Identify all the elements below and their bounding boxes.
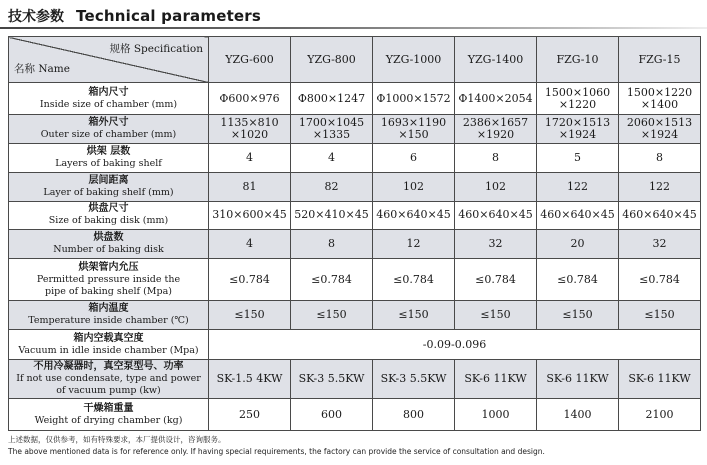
value-cell: Φ800×1247: [291, 83, 373, 115]
footnote-chinese: 上述数据，仅供参考，如有特殊要求，本厂提供设计，咨询服务。: [8, 435, 226, 444]
value-cell: SK-6 11KW: [537, 359, 619, 398]
value-cell: 32: [619, 230, 701, 259]
row-label-chinese: 烘架管内允压: [78, 261, 139, 273]
row-label-english: Number of baking disk: [53, 244, 164, 256]
value-cell: ≤150: [291, 301, 373, 330]
model-header: YZG-800: [291, 37, 373, 83]
value-cell: 250: [209, 399, 291, 431]
row-label-english: Outer size of chamber (mm): [40, 129, 177, 141]
section-heading: [8, 4, 261, 28]
value-cell: 1400: [537, 399, 619, 431]
model-header: YZG-600: [209, 37, 291, 83]
value-cell: 102: [455, 172, 537, 201]
table-row: [9, 399, 701, 431]
value-cell: Φ600×976: [209, 83, 291, 115]
value-cell: 2060×1513 ×1924: [619, 115, 701, 144]
value-cell: ≤150: [619, 301, 701, 330]
model-header: YZG-1000: [373, 37, 455, 83]
value-cell: SK-3 5.5KW: [373, 359, 455, 398]
heading-underline: [0, 27, 707, 29]
row-label-english: Layer of baking shelf (mm): [43, 186, 174, 198]
value-cell: ≤0.784: [619, 259, 701, 301]
row-label-english: Size of baking disk (mm): [48, 215, 169, 227]
value-cell: 122: [619, 172, 701, 201]
row-label-cell: [9, 172, 209, 201]
table-row: [9, 230, 701, 259]
row-label-english: Layers of baking shelf: [55, 157, 162, 169]
value-cell: ≤150: [373, 301, 455, 330]
value-cell: 1500×1220 ×1400: [619, 83, 701, 115]
value-cell: 1500×1060 ×1220: [537, 83, 619, 115]
value-cell: ≤0.784: [537, 259, 619, 301]
value-cell: SK-6 11KW: [619, 359, 701, 398]
value-cell: 310×600×45: [209, 201, 291, 230]
value-cell: 1135×810 ×1020: [209, 115, 291, 144]
value-cell: 6: [373, 143, 455, 172]
value-cell: 8: [619, 143, 701, 172]
value-cell: 1693×1190 ×150: [373, 115, 455, 144]
table-row: [9, 330, 701, 360]
value-cell: 1000: [455, 399, 537, 431]
table-row: [9, 359, 701, 398]
table-row: [9, 143, 701, 172]
value-cell: 8: [455, 143, 537, 172]
row-label-chinese: 不用冷凝器时，真空泵型号、功率: [33, 360, 184, 372]
value-cell: 2100: [619, 399, 701, 431]
row-label-cell: [9, 301, 209, 330]
value-cell: ≤0.784: [373, 259, 455, 301]
table-row: [9, 83, 701, 115]
row-label-cell: [9, 359, 209, 398]
row-label-english: Vacuum in idle inside chamber (Mpa): [18, 344, 199, 356]
value-cell: ≤150: [537, 301, 619, 330]
value-cell: ≤0.784: [291, 259, 373, 301]
row-label-chinese: 箱内空载真空度: [73, 332, 144, 344]
table-row: [9, 115, 701, 144]
value-cell: 600: [291, 399, 373, 431]
row-label-cell: [9, 330, 209, 360]
table-row: [9, 259, 701, 301]
value-cell: Φ1400×2054: [455, 83, 537, 115]
value-cell: 8: [291, 230, 373, 259]
row-label-english: Inside size of chamber (mm): [39, 98, 178, 110]
row-label-chinese: 层间距离: [88, 174, 129, 186]
model-header: FZG-15: [619, 37, 701, 83]
table-row: [9, 201, 701, 230]
row-label-chinese: 箱外尺寸: [88, 117, 129, 129]
value-cell: 32: [455, 230, 537, 259]
value-cell: 4: [209, 143, 291, 172]
value-cell: 12: [373, 230, 455, 259]
value-cell: SK-1.5 4KW: [209, 359, 291, 398]
value-cell: ≤0.784: [209, 259, 291, 301]
value-cell: SK-6 11KW: [455, 359, 537, 398]
specification-label: 规格 Specification: [109, 43, 203, 55]
technical-parameters-table: [8, 36, 701, 431]
value-cell: 4: [291, 143, 373, 172]
value-cell: 81: [209, 172, 291, 201]
value-cell: ≤150: [455, 301, 537, 330]
row-label-chinese: 烘盘尺寸: [88, 203, 129, 215]
row-label-cell: [9, 201, 209, 230]
value-cell: 800: [373, 399, 455, 431]
footnote-english: The above mentioned data is for reference only. If having special requirements, the factory can provide the service of consultation and design.: [8, 447, 545, 456]
value-cell: 460×640×45: [373, 201, 455, 230]
row-label-cell: [9, 399, 209, 431]
row-label-cell: [9, 230, 209, 259]
value-cell: 1720×1513 ×1924: [537, 115, 619, 144]
value-cell: 4: [209, 230, 291, 259]
value-cell: ≤150: [209, 301, 291, 330]
name-label: 名称 Name: [14, 63, 70, 76]
model-header: YZG-1400: [455, 37, 537, 83]
heading-english: Technical parameters: [76, 7, 262, 25]
row-label-english: Weight of drying chamber (kg): [34, 414, 183, 426]
row-label-english: If not use condensate, type and power of vacuum pump (kw): [16, 372, 201, 396]
value-cell: SK-3 5.5KW: [291, 359, 373, 398]
value-cell: 2386×1657 ×1920: [455, 115, 537, 144]
value-cell: 1700×1045 ×1335: [291, 115, 373, 144]
value-cell: 460×640×45: [455, 201, 537, 230]
heading-chinese: 技术参数: [8, 9, 64, 25]
value-cell: 102: [373, 172, 455, 201]
row-label-english: Permitted pressure inside the pipe of baking shelf (Mpa): [36, 273, 181, 297]
row-label-cell: [9, 259, 209, 301]
row-label-cell: [9, 83, 209, 115]
value-cell: 20: [537, 230, 619, 259]
value-cell: 520×410×45: [291, 201, 373, 230]
row-label-chinese: 箱内温度: [88, 303, 129, 315]
row-label-cell: [9, 115, 209, 144]
merged-value-cell: -0.09-0.096: [209, 330, 701, 360]
row-label-english: Temperature inside chamber (℃): [28, 315, 189, 327]
value-cell: 460×640×45: [619, 201, 701, 230]
row-label-chinese: 箱内尺寸: [88, 86, 129, 98]
value-cell: 82: [291, 172, 373, 201]
row-label-chinese: 烘架 层数: [86, 145, 131, 157]
value-cell: 5: [537, 143, 619, 172]
table-row: [9, 301, 701, 330]
value-cell: 460×640×45: [537, 201, 619, 230]
value-cell: Φ1000×1572: [373, 83, 455, 115]
header-corner-cell: [9, 37, 209, 83]
row-label-chinese: 烘盘数: [93, 232, 124, 244]
model-header: FZG-10: [537, 37, 619, 83]
row-label-chinese: 干燥箱重量: [83, 402, 134, 414]
table-row: [9, 172, 701, 201]
header-row: [9, 37, 701, 83]
row-label-cell: [9, 143, 209, 172]
value-cell: 122: [537, 172, 619, 201]
value-cell: ≤0.784: [455, 259, 537, 301]
